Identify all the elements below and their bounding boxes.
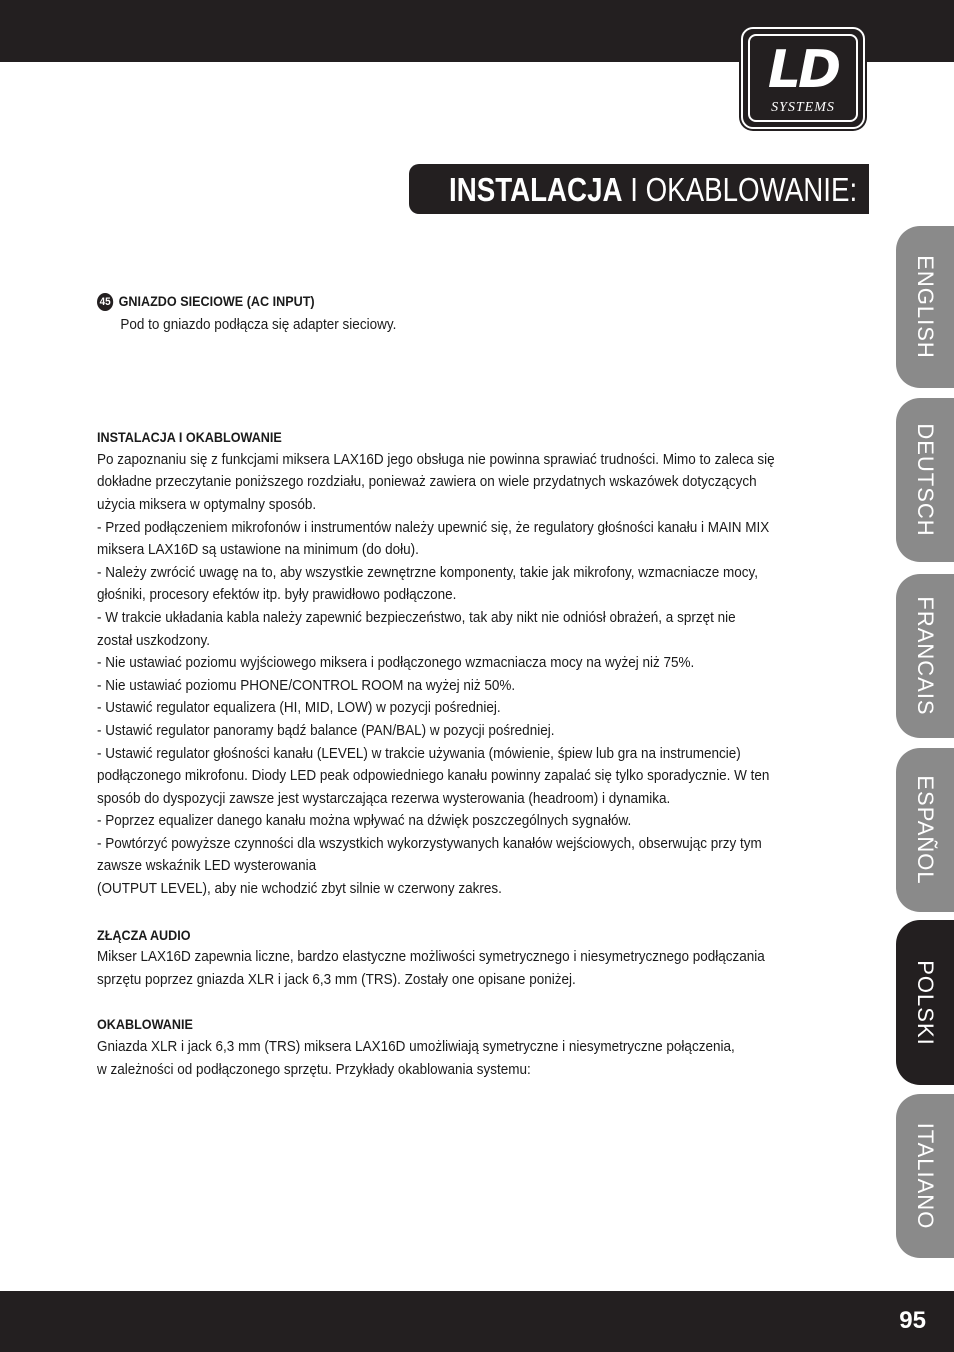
logo-frame <box>748 34 858 122</box>
text-line: w zależności od podłączonego sprzętu. Przykłady okablowania systemu: <box>97 1060 531 1078</box>
tab-italiano[interactable] <box>896 1094 954 1258</box>
text-line: zawsze wskaźnik LED wysterowania <box>97 857 317 875</box>
page-number: 95 <box>899 1307 926 1334</box>
text-line: użycia miksera w optymalny sposób. <box>97 495 317 513</box>
section-body-audio-connectors <box>97 946 871 991</box>
text-line: sprzętu poprzez gniazda XLR i jack 6,3 mm (TRS). Zostały one opisane poniżej. <box>97 970 576 988</box>
section-body-installation <box>97 449 871 901</box>
page-title <box>449 170 857 210</box>
text-line: - Ustawić regulator equalizera (HI, MID, LOW) w pozycji pośredniej. <box>97 699 501 717</box>
text-line: (OUTPUT LEVEL), aby nie wchodzić zbyt silnie w czerwony zakres. <box>97 880 502 898</box>
section-title-bar <box>409 164 869 214</box>
ld-systems-logo <box>741 27 865 129</box>
logo-sub-text: SYSTEMS <box>771 100 835 115</box>
text-line: został uszkodzony. <box>97 631 211 649</box>
tab-francais-label: FRANCAIS <box>913 596 938 716</box>
item-45-text: Pod to gniazdo podłącza się adapter sieciowy. <box>120 315 397 333</box>
page-title-rest: I OKABLOWANIE: <box>622 171 858 208</box>
logo-main-text: LD <box>767 40 839 100</box>
text-line: - Nie ustawiać poziomu PHONE/CONTROL ROOM na wyżej niż 50%. <box>97 676 516 694</box>
text-line: - Ustawić regulator panoramy bądź balance (PAN/BAL) w pozycji pośredniej. <box>97 721 555 739</box>
text-line: - Poprzez equalizer danego kanału można wpływać na dźwięk poszczególnych sygnałów. <box>97 812 632 830</box>
text-line: - Przed podłączeniem mikrofonów i instrumentów należy upewnić się, że regulatory głośności kanału i MAIN MIX <box>97 518 770 536</box>
text-line: - W trakcie układania kabla należy zapewnić bezpieczeństwo, tak aby nikt nie odniósł obrażeń, a sprzęt nie <box>97 608 736 626</box>
text-line: sposób do dyspozycji zawsze jest wystarczająca rezerwa wysterowania (headroom) i dynamika. <box>97 789 671 807</box>
section-body-cabling <box>97 1036 871 1081</box>
section-heading-audio-connectors: ZŁĄCZA AUDIO <box>97 926 191 943</box>
tab-espanol-label: ESPAÑOL <box>913 775 938 885</box>
text-line: podłączonego mikrofonu. Diody LED peak odpowiedniego kanału powinny zapalać się tylko sporadycznie. W ten <box>97 767 770 785</box>
text-line: - Nie ustawiać poziomu wyjściowego miksera i podłączonego wzmacniacza mocy na wyżej niż 75%. <box>97 654 695 672</box>
tab-polski[interactable] <box>896 920 954 1085</box>
section-heading-installation: INSTALACJA I OKABLOWANIE <box>97 429 282 446</box>
bottom-bar <box>0 1291 954 1352</box>
text-line: - Należy zwrócić uwagę na to, aby wszystkie zewnętrzne komponenty, takie jak mikrofony, wzmacniacze mocy, <box>97 563 759 581</box>
text-line: głośniki, procesory efektów itp. były prawidłowo podłączone. <box>97 586 457 604</box>
section-heading-cabling: OKABLOWANIE <box>97 1016 193 1033</box>
main-content <box>97 290 867 1081</box>
item-number-badge: 45 <box>97 293 113 311</box>
page-title-bold: INSTALACJA <box>449 171 623 208</box>
tab-italiano-label: ITALIANO <box>913 1122 938 1230</box>
tab-francais[interactable] <box>896 574 954 738</box>
tab-english-label: ENGLISH <box>913 255 938 359</box>
tab-deutsch-label: DEUTSCH <box>913 423 938 537</box>
text-line: - Powtórzyć powyższe czynności dla wszystkich wykorzystywanych kanałów wejściowych, obserwując przy tym <box>97 834 762 852</box>
text-line: Po zapoznaniu się z funkcjami miksera LAX16D jego obsługa nie powinna sprawiać trudności. Mimo to zaleca się <box>97 450 775 468</box>
item-45 <box>97 290 871 314</box>
tab-espanol[interactable] <box>896 748 954 912</box>
tab-english[interactable] <box>896 226 954 388</box>
tab-polski-label: POLSKI <box>913 959 938 1046</box>
item-45-heading: GNIAZDO SIECIOWE (AC INPUT) <box>118 293 315 309</box>
text-line: Gniazda XLR i jack 6,3 mm (TRS) miksera LAX16D umożliwiają symetryczne i niesymetryczne połączenia, <box>97 1038 735 1056</box>
tab-deutsch[interactable] <box>896 398 954 562</box>
text-line: - Ustawić regulator głośności kanału (LEVEL) w trakcie używania (mówienie, śpiew lub gra na instrumencie) <box>97 744 741 762</box>
text-line: dokładne przeczytanie poniższego rozdziału, ponieważ zawiera on wiele przydatnych wskazówek dotyczących <box>97 473 757 491</box>
text-line: miksera LAX16D są ustawione na minimum (do dołu). <box>97 541 419 559</box>
text-line: Mikser LAX16D zapewnia liczne, bardzo elastyczne możliwości symetrycznego i niesymetrycznego podłączania <box>97 948 765 966</box>
